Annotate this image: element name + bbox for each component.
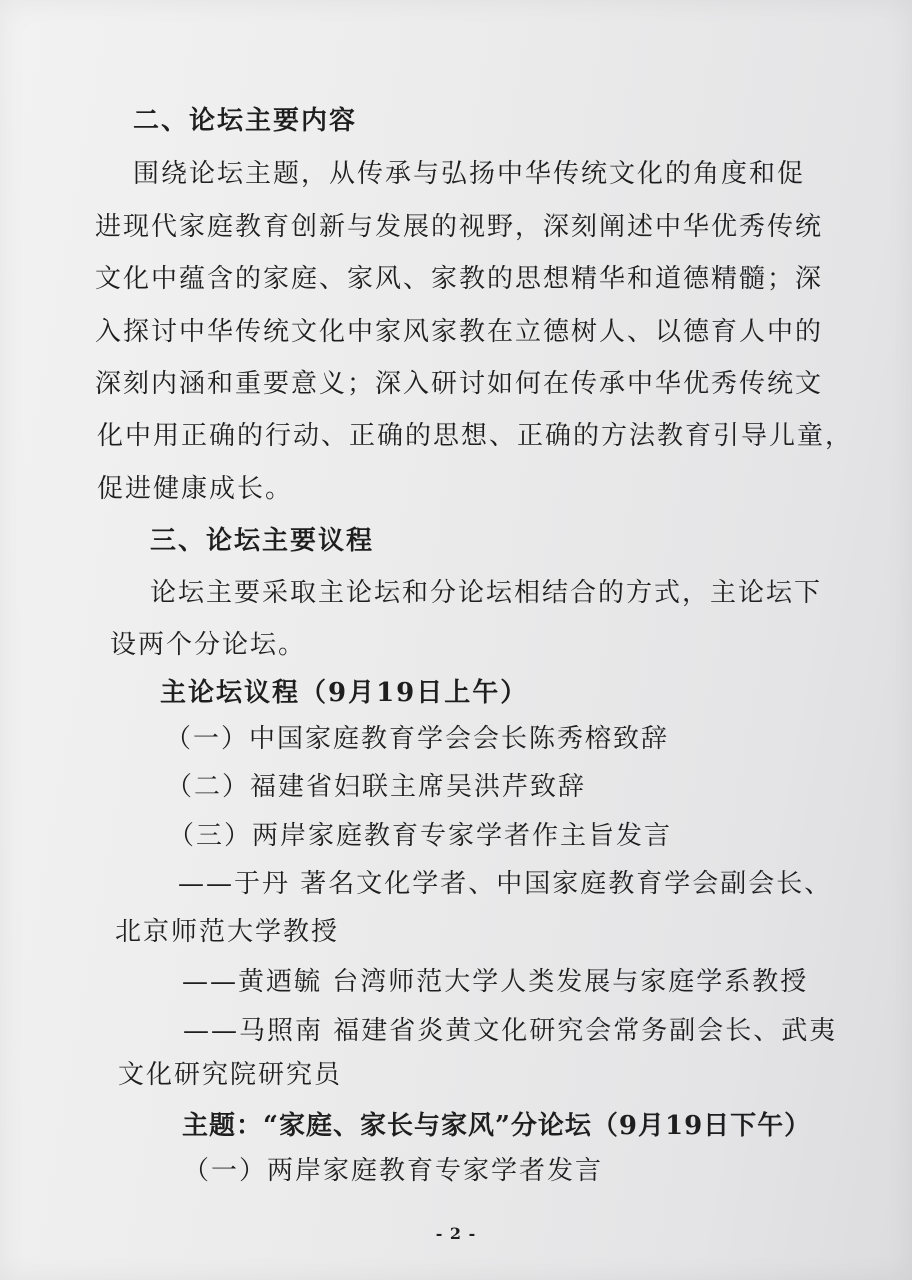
speaker-line: ——马照南 福建省炎黄文化研究会常务副会长、武夷 (183, 1016, 838, 1046)
speaker-line: ——于丹 著名文化学者、中国家庭教育学会副会长、 (178, 869, 833, 899)
agenda-item: （一）中国家庭教育学会会长陈秀榕致辞 (165, 724, 670, 754)
section-heading: 三、论坛主要议程 (150, 526, 375, 556)
paragraph-line: 论坛主要采取主论坛和分论坛相结合的方式，主论坛下 (150, 578, 823, 608)
speaker-line: ——黄迺毓 台湾师范大学人类发展与家庭学系教授 (182, 967, 809, 997)
speaker-line: 北京师范大学教授 (115, 917, 340, 947)
agenda-item: （二）福建省妇联主席吴洪芹致辞 (166, 772, 587, 802)
agenda-item: （三）两岸家庭教育专家学者作主旨发言 (168, 821, 673, 851)
paragraph-line: 深刻内涵和重要意义；深入研讨如何在传承中华优秀传统文 (95, 369, 824, 399)
paragraph-line: 促进健康成长。 (97, 474, 294, 504)
sub-forum-title: 主题：“家庭、家长与家风”分论坛（9月19日下午） (182, 1111, 812, 1141)
speaker-line: 文化研究院研究员 (118, 1060, 343, 1090)
section-heading: 二、论坛主要内容 (133, 106, 358, 136)
paragraph-line: 围绕论坛主题，从传承与弘扬中华传统文化的角度和促 (133, 159, 806, 189)
main-forum-title: 主论坛议程（9月19日上午） (160, 678, 529, 708)
paragraph-line: 设两个分论坛。 (110, 630, 307, 660)
paragraph-line: 文化中蕴含的家庭、家风、家教的思想精华和道德精髓；深 (95, 264, 824, 294)
paragraph-line: 化中用正确的行动、正确的思想、正确的方法教育引导儿童， (97, 421, 854, 451)
page-number: - 2 - (435, 1224, 477, 1243)
paragraph-line: 入探讨中华传统文化中家风家教在立德树人、以德育人中的 (95, 317, 824, 347)
paragraph-line: 进现代家庭教育创新与发展的视野，深刻阐述中华优秀传统 (95, 212, 824, 242)
agenda-item: （一）两岸家庭教育专家学者发言 (183, 1156, 604, 1186)
